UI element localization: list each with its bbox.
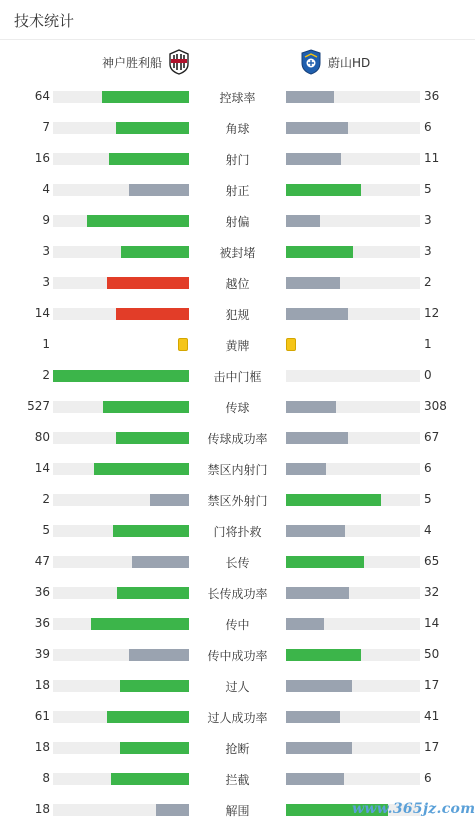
stat-label: 解围 <box>225 804 250 818</box>
home-stat-value: 39 <box>34 647 50 661</box>
away-stat-value: 0 <box>424 368 432 382</box>
home-stat-value: 1 <box>42 337 50 351</box>
home-stat-bar-fill <box>120 742 189 754</box>
stat-label: 角球 <box>225 122 250 136</box>
stat-label: 射正 <box>225 184 250 198</box>
away-stat-bar <box>286 680 420 692</box>
home-stat-value: 14 <box>34 306 50 320</box>
home-stat-bar-fill <box>113 525 189 537</box>
away-stat-bar-fill <box>286 618 324 630</box>
stat-row <box>0 639 475 670</box>
home-stat-value: 18 <box>34 740 50 754</box>
away-stat-value: 308 <box>424 399 447 413</box>
away-stat-bar <box>286 153 420 165</box>
home-stat-value: 8 <box>42 771 50 785</box>
home-stat-bar-fill <box>120 680 189 692</box>
stat-row <box>0 577 475 608</box>
home-stat-bar-fill <box>129 649 189 661</box>
home-stat-bar-fill <box>116 308 189 320</box>
stat-label: 长传成功率 <box>207 587 268 601</box>
home-stat-bar <box>53 401 189 413</box>
stat-row <box>0 329 475 360</box>
away-stat-value: 3 <box>424 213 432 227</box>
home-stat-bar <box>53 370 189 382</box>
stat-label: 控球率 <box>219 91 256 105</box>
home-stat-bar <box>53 122 189 134</box>
away-stat-bar-fill <box>286 184 361 196</box>
home-stat-value: 4 <box>42 182 50 196</box>
stat-label: 传球成功率 <box>207 432 268 446</box>
home-stat-value: 36 <box>34 585 50 599</box>
away-stat-bar <box>286 122 420 134</box>
away-stat-bar <box>286 649 420 661</box>
away-stat-bar <box>286 463 420 475</box>
home-stat-bar <box>53 246 189 258</box>
home-stat-bar-fill <box>132 556 189 568</box>
away-stat-bar <box>286 246 420 258</box>
home-stat-bar-fill <box>111 773 189 785</box>
stat-row <box>0 515 475 546</box>
away-stat-value: 14 <box>424 616 440 630</box>
away-stat-bar-fill <box>286 680 352 692</box>
stat-label: 黄牌 <box>225 339 250 353</box>
stat-row <box>0 484 475 515</box>
home-stat-bar <box>53 494 189 506</box>
stat-label: 过人成功率 <box>207 711 268 725</box>
stats-header <box>0 0 475 40</box>
away-stat-value: 67 <box>424 430 440 444</box>
away-stat-bar-fill <box>286 494 381 506</box>
away-stat-value: 32 <box>424 585 440 599</box>
away-stat-bar-fill <box>286 463 326 475</box>
stat-row <box>0 205 475 236</box>
home-stat-value: 2 <box>42 492 50 506</box>
away-stat-value: 12 <box>424 306 440 320</box>
home-stat-value: 16 <box>34 151 50 165</box>
stat-row <box>0 81 475 112</box>
home-stat-value: 18 <box>34 678 50 692</box>
away-stat-value: 17 <box>424 740 440 754</box>
page-title: 技术统计 <box>14 12 75 30</box>
away-stat-bar-fill <box>286 308 348 320</box>
away-stat-value: 11 <box>424 151 440 165</box>
home-stat-bar-fill <box>53 370 189 382</box>
stat-label: 射门 <box>225 153 250 167</box>
vissel-kobe-crest-icon <box>168 49 190 75</box>
home-stat-bar-fill <box>117 587 189 599</box>
home-stat-bar-fill <box>156 804 189 816</box>
away-stat-bar <box>286 370 420 382</box>
away-stat-value: 17 <box>424 678 440 692</box>
away-stat-bar-fill <box>286 277 340 289</box>
home-stat-bar <box>53 91 189 103</box>
stat-row <box>0 701 475 732</box>
away-stat-bar <box>286 184 420 196</box>
stat-label: 传中成功率 <box>207 649 268 663</box>
away-stat-bar <box>286 432 420 444</box>
home-stat-bar-fill <box>91 618 189 630</box>
stat-label: 长传 <box>225 556 250 570</box>
away-stat-bar <box>286 308 420 320</box>
home-stat-bar <box>53 308 189 320</box>
home-stat-value: 80 <box>34 430 50 444</box>
home-stat-bar-fill <box>94 463 189 475</box>
home-stat-bar-fill <box>102 91 189 103</box>
stat-label: 过人 <box>225 680 250 694</box>
stat-row <box>0 360 475 391</box>
away-stat-bar <box>286 494 420 506</box>
away-stat-value: 36 <box>424 89 440 103</box>
away-stat-bar <box>286 556 420 568</box>
home-stat-bar <box>53 556 189 568</box>
home-team-name: 神户胜利船 <box>102 55 163 70</box>
away-stat-bar-fill <box>286 401 336 413</box>
home-stat-bar <box>53 432 189 444</box>
home-stat-value: 14 <box>34 461 50 475</box>
stat-row <box>0 236 475 267</box>
away-stat-value: 50 <box>424 647 440 661</box>
away-stat-bar-fill <box>286 91 334 103</box>
away-stat-bar <box>286 91 420 103</box>
stat-row <box>0 453 475 484</box>
away-stat-bar-fill <box>286 556 364 568</box>
stat-label: 击中门框 <box>213 370 262 384</box>
away-stat-bar-fill <box>286 432 348 444</box>
home-stat-bar-fill <box>107 711 189 723</box>
home-stat-bar <box>53 680 189 692</box>
away-stat-value: 2 <box>424 275 432 289</box>
home-stat-value: 9 <box>42 213 50 227</box>
home-stat-value: 64 <box>34 89 50 103</box>
away-stat-bar-fill <box>286 246 353 258</box>
home-stat-bar <box>53 587 189 599</box>
stat-label: 禁区内射门 <box>207 463 268 477</box>
away-stat-bar-fill <box>286 649 361 661</box>
home-stat-bar <box>53 463 189 475</box>
away-stat-bar <box>286 277 420 289</box>
away-stat-bar <box>286 587 420 599</box>
away-stat-bar-fill <box>286 153 341 165</box>
away-stat-value: 5 <box>424 182 432 196</box>
away-stat-bar-fill <box>286 215 320 227</box>
stat-row <box>0 422 475 453</box>
stat-row <box>0 670 475 701</box>
site-watermark: www.365jz.com <box>352 801 475 817</box>
home-team[interactable] <box>102 48 196 76</box>
stat-row <box>0 143 475 174</box>
home-stat-bar-fill <box>103 401 189 413</box>
home-stat-bar <box>53 742 189 754</box>
stat-row <box>0 546 475 577</box>
away-stat-bar <box>286 525 420 537</box>
home-stat-bar <box>53 277 189 289</box>
home-stat-value: 527 <box>27 399 50 413</box>
stat-label: 射偏 <box>225 215 250 229</box>
stat-row <box>0 298 475 329</box>
away-stat-bar-fill <box>286 711 340 723</box>
away-team[interactable] <box>294 48 370 76</box>
away-stat-bar-fill <box>286 525 345 537</box>
stat-label: 被封堵 <box>219 246 256 260</box>
away-stat-value: 1 <box>424 337 432 351</box>
home-stat-value: 36 <box>34 616 50 630</box>
stat-row <box>0 112 475 143</box>
home-stat-bar-fill <box>109 153 189 165</box>
home-stat-bar <box>53 649 189 661</box>
away-stat-bar <box>286 711 420 723</box>
home-stat-bar-fill <box>116 122 189 134</box>
stat-row <box>0 763 475 794</box>
away-stat-value: 41 <box>424 709 440 723</box>
away-stat-bar-fill <box>286 122 348 134</box>
home-stat-bar <box>53 773 189 785</box>
stat-label: 抢断 <box>225 742 250 756</box>
home-stat-bar-fill <box>121 246 189 258</box>
stat-label: 越位 <box>225 277 250 291</box>
stat-label: 传球 <box>225 401 250 415</box>
stat-label: 门将扑救 <box>213 525 262 539</box>
home-stat-bar-fill <box>129 184 189 196</box>
home-stat-value: 3 <box>42 244 50 258</box>
away-stat-bar <box>286 401 420 413</box>
away-stat-value: 6 <box>424 771 432 785</box>
home-stat-bar-fill <box>116 432 189 444</box>
away-stat-bar-fill <box>286 773 344 785</box>
home-stat-bar <box>53 525 189 537</box>
ulsan-hd-crest-icon <box>300 49 322 75</box>
stat-row <box>0 608 475 639</box>
home-stat-value: 61 <box>34 709 50 723</box>
home-stat-bar <box>53 153 189 165</box>
home-stat-bar <box>53 184 189 196</box>
yellow-card-icon <box>178 338 188 351</box>
away-team-name: 蔚山HD <box>328 55 371 70</box>
yellow-card-icon <box>286 338 296 351</box>
away-stat-value: 5 <box>424 492 432 506</box>
home-stat-bar <box>53 804 189 816</box>
stat-label: 犯规 <box>225 308 250 322</box>
away-stat-bar-fill <box>286 587 349 599</box>
home-stat-bar <box>53 215 189 227</box>
home-stat-value: 18 <box>34 802 50 816</box>
team-header <box>0 41 475 83</box>
stat-row <box>0 267 475 298</box>
stat-row <box>0 174 475 205</box>
away-stat-value: 6 <box>424 120 432 134</box>
home-stat-value: 2 <box>42 368 50 382</box>
home-stat-bar-fill <box>87 215 189 227</box>
away-stat-value: 65 <box>424 554 440 568</box>
away-stat-value: 6 <box>424 461 432 475</box>
away-stat-value: 3 <box>424 244 432 258</box>
home-stat-bar-fill <box>107 277 189 289</box>
home-stat-bar-fill <box>150 494 189 506</box>
stat-row <box>0 391 475 422</box>
home-stat-bar <box>53 711 189 723</box>
away-stat-bar <box>286 742 420 754</box>
away-stat-bar-fill <box>286 742 352 754</box>
home-stat-value: 47 <box>34 554 50 568</box>
home-stat-bar <box>53 618 189 630</box>
away-stat-bar <box>286 215 420 227</box>
away-stat-value: 4 <box>424 523 432 537</box>
home-stat-value: 3 <box>42 275 50 289</box>
home-stat-value: 7 <box>42 120 50 134</box>
stat-label: 拦截 <box>225 773 250 787</box>
stat-label: 传中 <box>225 618 250 632</box>
stat-label: 禁区外射门 <box>207 494 268 508</box>
away-stat-bar <box>286 773 420 785</box>
stat-row <box>0 732 475 763</box>
away-stat-bar <box>286 618 420 630</box>
home-stat-value: 5 <box>42 523 50 537</box>
